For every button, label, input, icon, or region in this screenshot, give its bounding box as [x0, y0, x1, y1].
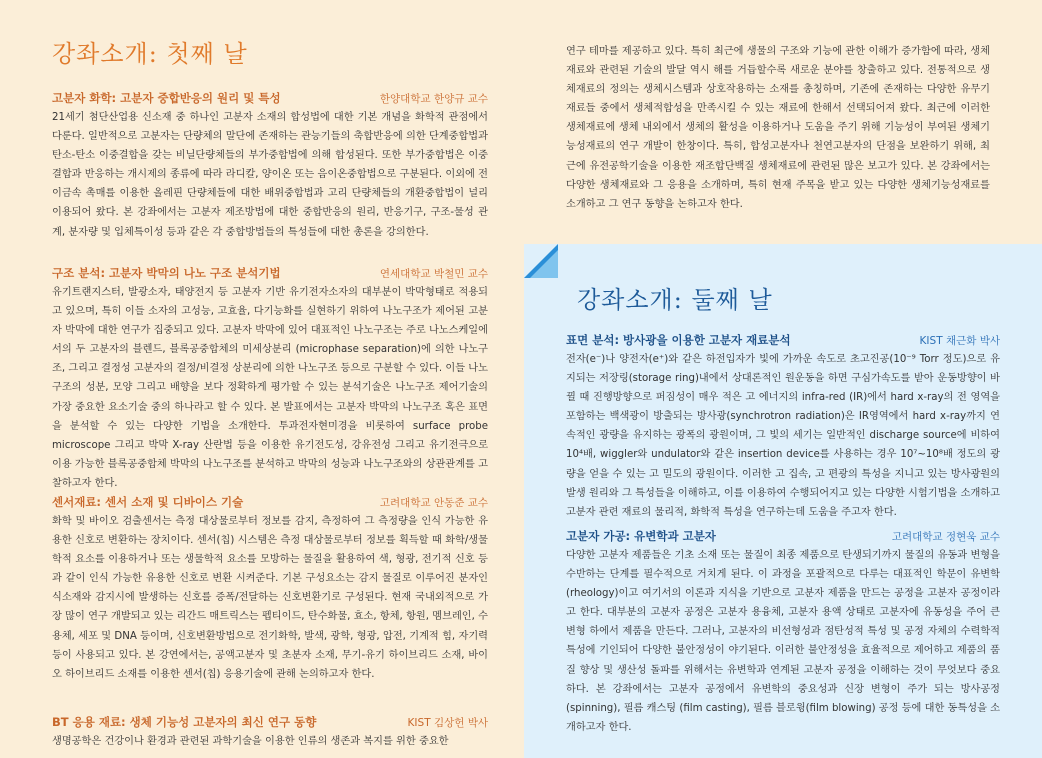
day2-title: 강좌소개: 둘째 날: [577, 286, 773, 314]
section-title: 표면 분석: 방사광을 이용한 고분자 재료분석: [566, 333, 791, 347]
course-section-structure-analysis: [52, 265, 488, 493]
section-title: 구조 분석: 고분자 박막의 나노 구조 분석기법: [52, 266, 281, 280]
section-description: 생명공학은 건강이나 환경과 관련된 과학기술을 이용한 인류의 생존과 복지를 위한 중요한: [52, 736, 449, 747]
section-lecturer: 한양대학교 한양규 교수: [379, 93, 488, 105]
section-title: 센서재료: 센서 소재 및 디바이스 기술: [52, 495, 244, 509]
course-section-polymer-chemistry: [52, 90, 488, 242]
section-title: 고분자 화학: 고분자 중합반응의 원리 및 특성: [52, 91, 281, 105]
course-section-bt-materials: [52, 714, 488, 751]
section-description: 다양한 고분자 제품들은 기초 소재 또는 물질이 최종 제품으로 탄생되기까지 물질의 유동과 변형을 수반하는 단계를 필수적으로 거치게 된다. 이 과정을 포괄적으로 다루는 대표적인 학문이 유변학(rheology)이고 여기서의 이론과 지식을 기반으로 고분자 제품을 만드는 공정을 고분자 공정이라고 한다. 대부분의 고분자 공정은 고분자 용융체, 고분자 용액 상태로 고분자에 유동성을 주어 큰 변형 하에서 제품을 만든다. 그러나, 고분자의 비선형성과 점탄성적 특성 및 공정 자체의 수력학적 특성에 기인되어 다양한 불안정성이 야기된다. 이러한 불안정성을 효율적으로 제어하고 제품의 품질 향상 및 생산성 돌파를 위해서는 유변학과 연계된 고분자 공정을 이해하는 것이 무엇보다 중요하다. 본 강좌에서는 고분자 공정에서 유변학의 중요성과 신장 변형이 주가 되는 방사공정(spinning), 필름 캐스팅 (film casting), 필름 블로윙(film blowing) 공정 등에 대한 동특성을 소개하고자 한다.: [566, 550, 1000, 733]
section-header: [52, 714, 488, 730]
section-header: [52, 265, 488, 281]
section-header: [52, 90, 488, 106]
day1-title: 강좌소개: 첫째 날: [52, 40, 248, 68]
section-header: [566, 528, 1000, 544]
section-header: [52, 494, 488, 510]
section-title: 고분자 가공: 유변학과 고분자: [566, 529, 716, 543]
section-lecturer: KIST 채근화 박사: [919, 335, 1000, 347]
section-lecturer: 연세대학교 박철민 교수: [379, 268, 488, 280]
section-title: BT 응용 재료: 생체 기능성 고분자의 최신 연구 동향: [52, 715, 317, 729]
section-header: [566, 332, 1000, 348]
section-description: 전자(e⁻)나 양전자(e⁺)와 같은 하전입자가 빛에 가까운 속도로 초고진공(10⁻⁹ Torr 정도)으로 유지되는 저장링(storage ring)내에서 상대론적인 원운동을 하면 구심가속도를 받아 운동방향이 바뀔 때 진행방향으로 퍼짐성이 매우 적은 고 에너지의 infra-red (IR)에서 hard x-ray의 전 영역을 포함하는 백색광이 방출되는 방사광(synchrotron radiation)은 IR영역에서 hard x-ray까지 연속적인 광량을 유지하는 광폭의 광원이며, 그 빛의 세기는 일반적인 discharge source에 비하여 10⁴배, wiggler와 undulator와 같은 insertion device를 사용하는 경우 10⁷~10⁸배 정도의 광량을 얻을 수 있는 고 밀도의 광원이다. 이러한 고 집속, 고 편광의 특성을 지니고 있는 방사광원의 발생 원리와 그 특성들을 이해하고, 이를 이용하여 수행되어지고 있는 다양한 시험기법을 소개하고 고분자 관련 재료의 물리적, 화학적 특성을 연구하는데 도움을 주고자 한다.: [566, 354, 1000, 518]
course-section-sensor-materials: [52, 494, 488, 684]
section-lecturer: KIST 김상헌 박사: [407, 717, 488, 729]
course-section-polymer-processing: [566, 528, 1000, 737]
course-section-surface-analysis: [566, 332, 1000, 522]
section-lecturer: 고려대학교 정현욱 교수: [891, 531, 1000, 543]
section-lecturer: 고려대학교 안동준 교수: [379, 497, 488, 509]
section-description: 유기트랜지스터, 발광소자, 태양전지 등 고분자 기반 유기전자소자의 대부분이 박막형태로 적용되고 있으며, 특히 이들 소자의 고성능, 고효율, 다기능화를 실현하기 위하여 나노구조가 제어된 고분자 박막에 대한 연구가 집중되고 있다. 고분자 박막에 있어 대표적인 나노구조는 주로 나노스케일에서의 두 고분자의 블렌드, 블록공중합체의 미세상분리 (microphase separation)에 의한 나노구조, 그리고 결정성 고분자의 결정/비결정 상분리에 의한 나노구조 등으로 구분할 수 있다. 이들 나노구조의 성분, 모양 그리고 배향을 보다 정확하게 평가할 수 있는 분석기술은 나노구조 제어기술의 가장 중요한 요소기술 중의 하나라고 할 수 있다. 본 발표에서는 고분자 박막의 나노구조 혹은 표면을 분석할 수 있는 다양한 기법을 소개한다. 투과전자현미경을 비롯하여 surface probe microscope 그리고 박막 X-ray 산란법 등을 이용한 유기전도성, 강유전성 그리고 유기전극으로 이용 가능한 블록공중합체 박막의 나노구조를 분석하고 박막의 성능과 나노구조와의 상관관계를 고찰하고자 한다.: [52, 287, 488, 489]
corner-accent-triangle-light: [530, 250, 558, 278]
section-description: 화학 및 바이오 검출센서는 측정 대상물로부터 정보를 감지, 측정하여 그 측정량을 인식 가능한 유용한 신호로 변환하는 장치이다. 센서(칩) 시스템은 측정 대상물로부터 정보를 획득할 때 화학/생물학적 요소를 이용하거나 또는 생물학적 요소를 모방하는 물질을 활용하여 색, 형광, 전기적 신호 등과 같이 인식 가능한 유용한 신호로 변환 시켜준다. 기본 구성요소는 감지 물질로 이루어진 분자인식소재와 감지시에 발생하는 신호를 증폭/전달하는 신호변환기로 구성된다. 현재 국내외적으로 가장 많이 연구 개발되고 있는 리간드 매트릭스는 펩티이드, 탄수화물, 효소, 항체, 항원, 멤브레인, 수용체, 세포 및 DNA 등이며, 신호변환방법으로 전기화학, 발색, 광학, 형광, 압전, 기계적 힘, 자기력 등이 사용되고 있다. 본 강연에서는, 공액고분자 및 초분자 소재, 무기-유기 하이브리드 소재, 바이오 하이브리드 소재를 이용한 센서(칩) 응용기술에 관해 논의하고자 한다.: [52, 516, 488, 680]
section-description: 21세기 첨단산업용 신소재 중 하나인 고분자 소재의 합성법에 대한 기본 개념을 화학적 관점에서 다룬다. 일반적으로 고분자는 단량체의 말단에 존재하는 관능기들의 축합반응에 의한 단계중합법과 탄소-탄소 이중결합을 갖는 비닐단량체들의 부가중합법에 의해 합성된다. 또한 부가중합법은 이중결합과 반응하는 개시제의 종류에 따라 라디칼, 양이온 또는 음이온중합법으로 구분된다. 이외에 전이금속 촉매를 이용한 올레핀 단량체들에 대한 배위중합법과 고리 단량체들의 개환중합법이 널리 이용되어 왔다. 본 강좌에서는 고분자 제조방법에 대한 중합반응의 원리, 반응기구, 구조-물성 관계, 분자량 및 입체특이성 등과 같은 각 중합방법들의 특성들에 대한 총론을 강의한다.: [52, 112, 488, 238]
section-description-continued: 연구 테마를 제공하고 있다. 특히 최근에 생물의 구조와 기능에 관한 이해가 증가함에 따라, 생체재료와 관련된 기술의 발달 역시 해를 거듭할수록 새로운 분야를 창출하고 있다. 전통적으로 생체재료의 정의는 생체시스템과 상호작용하는 소재를 총칭하며, 기존에 존재하는 다양한 유무기 재료들 중에서 생체적합성을 만족시킬 수 있는 재료에 한해서 선택되어져 왔다. 최근에 이러한 생체재료에 생체 내외에서 생체의 활성을 이용하거나 도움을 주기 위해 기능성이 부여된 생체기능성재료의 연구 개발이 한창이다. 특히, 합성고분자나 천연고분자의 단점을 보완하기 위해, 최근에 유전공학기술을 이용한 재조합단백질 생체재료에 관련된 많은 보고가 있다. 본 강좌에서는 다양한 생체재료와 그 응용을 소개하며, 특히 현재 주목을 받고 있는 다양한 생체기능성재료를 소개하고 그 연구 동향을 논하고자 한다.: [566, 46, 990, 210]
course-section-bt-materials-continued: [566, 42, 990, 214]
